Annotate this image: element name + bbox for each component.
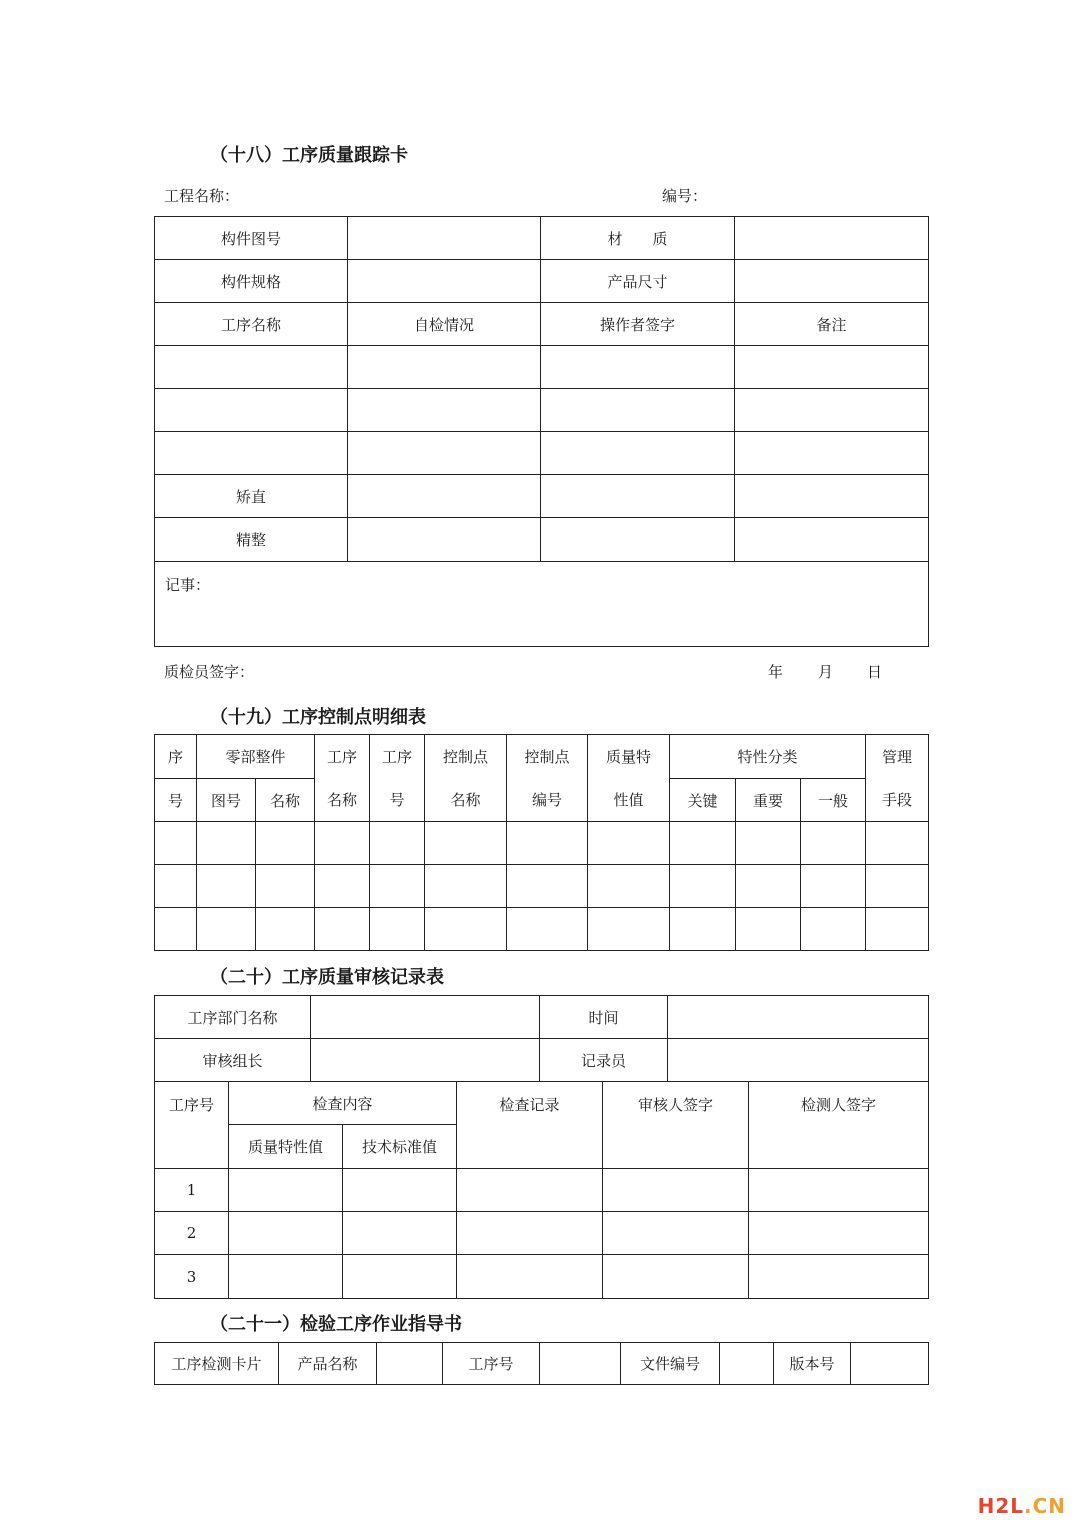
cell[interactable] [603,1255,749,1299]
header-cp-name-bottom: 名称 [425,779,507,822]
date-day: 日 [867,663,883,681]
cell[interactable] [735,475,929,518]
cell[interactable] [541,432,735,475]
cell-recorder-value[interactable] [668,1039,929,1082]
cell[interactable] [670,865,736,908]
cell-proc-no-value[interactable] [540,1343,621,1385]
cell[interactable] [541,346,735,389]
cell[interactable] [736,865,801,908]
cell-file-no: 文件编号 [621,1343,720,1385]
cell[interactable] [315,865,370,908]
cell[interactable] [348,475,541,518]
header-seq-top: 序 [155,735,197,779]
cell[interactable] [343,1255,457,1299]
cell-material-value[interactable] [735,217,929,260]
cell-part-spec: 构件规格 [155,260,348,303]
cell-audit-leader-value[interactable] [311,1039,540,1082]
table-row [155,865,929,908]
cell[interactable] [603,1212,749,1255]
cell[interactable] [348,346,541,389]
control-point-table [154,734,929,951]
audit-header-table [154,995,929,1082]
header-qv-bottom: 性值 [588,779,670,822]
cell[interactable] [736,908,801,951]
table-row [155,1212,929,1255]
header-part-drawing-no: 图号 [197,779,256,822]
cell[interactable] [370,865,425,908]
table-row [155,996,929,1039]
cell-dept-name: 工序部门名称 [155,996,311,1039]
cell[interactable] [256,822,315,865]
cell[interactable] [155,908,197,951]
cell[interactable] [866,908,929,951]
cell[interactable] [801,822,866,865]
cell[interactable] [155,822,197,865]
section-20-title: （二十）工序质量审核记录表 [210,967,444,988]
cell-inspection-card: 工序检测卡片 [155,1343,279,1385]
table-row [155,217,929,260]
cell[interactable] [155,865,197,908]
header-remarks: 备注 [735,303,929,346]
header-operator-signature: 操作者签字 [541,303,735,346]
cell[interactable] [229,1169,343,1212]
cell[interactable] [370,822,425,865]
inspection-instruction-table [154,1342,929,1385]
cell[interactable] [866,822,929,865]
table-row [155,475,929,518]
table-row [155,562,929,647]
cell[interactable] [457,1255,603,1299]
cell[interactable] [588,865,670,908]
cell-finishing: 精整 [155,518,348,562]
cell-product-size: 产品尺寸 [541,260,735,303]
header-seq-bottom: 号 [155,779,197,822]
header-major: 重要 [736,779,801,822]
table-row [155,432,929,475]
header-part: 零部整件 [197,735,315,779]
table-row [155,518,929,562]
table-row [155,822,929,865]
cell[interactable] [735,346,929,389]
cell[interactable] [801,865,866,908]
table-header-row [155,1082,929,1125]
header-check-record: 检查记录 [457,1082,603,1169]
cell[interactable] [735,518,929,562]
cell[interactable] [457,1212,603,1255]
cell[interactable] [670,822,736,865]
cell[interactable] [541,475,735,518]
process-tracking-card-table [154,216,929,647]
cell[interactable] [801,908,866,951]
cell[interactable] [603,1169,749,1212]
header-quality-value: 质量特性值 [229,1125,343,1169]
header-key: 关键 [670,779,736,822]
header-cp-no-bottom: 编号 [507,779,588,822]
table-row [155,346,929,389]
cell[interactable] [343,1169,457,1212]
cell[interactable] [315,822,370,865]
cell[interactable] [507,908,588,951]
cell[interactable] [425,822,507,865]
header-part-name: 名称 [256,779,315,822]
cell-straightening: 矫直 [155,475,348,518]
section-21-title: （二十一）检验工序作业指导书 [210,1314,462,1335]
table-row [155,908,929,951]
table-row [155,389,929,432]
cell[interactable] [425,908,507,951]
cell[interactable] [229,1212,343,1255]
header-standard-value: 技术标准值 [343,1125,457,1169]
table-header-row [155,779,929,822]
header-cp-no-top: 控制点 [507,735,588,779]
cell-product-name-value[interactable] [377,1343,443,1385]
header-mgmt-top: 管理 [866,735,929,779]
row-number: 3 [155,1255,229,1299]
cell[interactable] [348,518,541,562]
header-proc-no: 工序号 [155,1082,229,1169]
table-row [155,1255,929,1299]
cell[interactable] [670,908,736,951]
watermark-logo-h2l: H2L [977,1494,1024,1518]
header-proc-no-top: 工序 [370,735,425,779]
cell-dept-name-value[interactable] [311,996,540,1039]
cell[interactable] [749,1255,929,1299]
cell[interactable] [507,822,588,865]
cell[interactable] [155,346,348,389]
table-header-row [155,735,929,779]
cell[interactable] [866,865,929,908]
header-mgmt-bottom: 手段 [866,779,929,822]
cell-version-no-value[interactable] [851,1343,929,1385]
header-check-content: 检查内容 [229,1082,457,1125]
table-row [155,1169,929,1212]
header-proc-name-bottom: 名称 [315,779,370,822]
row-number: 1 [155,1169,229,1212]
cell[interactable] [155,389,348,432]
cell[interactable] [370,908,425,951]
header-auditor-signature: 审核人签字 [603,1082,749,1169]
header-process-name: 工序名称 [155,303,348,346]
cell[interactable] [343,1212,457,1255]
section-18-title: （十八）工序质量跟踪卡 [210,145,408,166]
cell-part-spec-value[interactable] [348,260,541,303]
section-19-title: （十九）工序控制点明细表 [210,707,426,728]
header-self-inspection: 自检情况 [348,303,541,346]
cell[interactable] [749,1212,929,1255]
cell[interactable] [229,1255,343,1299]
cell[interactable] [507,865,588,908]
table-row [155,1343,929,1385]
header-cp-name-top: 控制点 [425,735,507,779]
watermark-logo [978,1494,1066,1518]
cell-version-no: 版本号 [774,1343,851,1385]
cell[interactable] [315,908,370,951]
cell-proc-no: 工序号 [443,1343,540,1385]
cell-file-no-value[interactable] [720,1343,774,1385]
header-tester-signature: 检测人签字 [749,1082,929,1169]
cell-recorder: 记录员 [540,1039,668,1082]
cell[interactable] [256,908,315,951]
table-row [155,1039,929,1082]
row-number: 2 [155,1212,229,1255]
cell-part-drawing-no-value[interactable] [348,217,541,260]
project-name-label: 工程名称： [164,187,240,205]
date-year: 年 [768,663,784,681]
header-proc-no-bottom: 号 [370,779,425,822]
watermark-logo-cn: .CN [1023,1494,1066,1518]
cell[interactable] [197,822,256,865]
cell-product-name: 产品名称 [279,1343,377,1385]
cell[interactable] [425,865,507,908]
cell[interactable] [588,908,670,951]
date-month: 月 [818,663,834,681]
cell[interactable] [541,518,735,562]
cell[interactable] [735,432,929,475]
cell[interactable] [155,432,348,475]
header-classification: 特性分类 [670,735,866,779]
number-label: 编号： [662,187,708,205]
cell[interactable] [197,865,256,908]
audit-record-table [154,1081,929,1299]
header-general: 一般 [801,779,866,822]
table-row [155,303,929,346]
cell[interactable] [348,389,541,432]
cell[interactable] [348,432,541,475]
cell[interactable] [541,389,735,432]
cell[interactable] [735,389,929,432]
cell-time: 时间 [540,996,668,1039]
cell-material: 材 质 [541,217,735,260]
header-qv-top: 质量特 [588,735,670,779]
cell[interactable] [256,865,315,908]
cell[interactable] [588,822,670,865]
cell[interactable] [736,822,801,865]
cell[interactable] [749,1169,929,1212]
header-proc-name-top: 工序 [315,735,370,779]
cell-product-size-value[interactable] [735,260,929,303]
cell-part-drawing-no: 构件图号 [155,217,348,260]
cell-time-value[interactable] [668,996,929,1039]
table-row [155,260,929,303]
cell-audit-leader: 审核组长 [155,1039,311,1082]
inspector-signature-label: 质检员签字： [164,663,255,681]
cell[interactable] [457,1169,603,1212]
notes-cell[interactable]: 记事： [155,562,929,647]
cell[interactable] [197,908,256,951]
